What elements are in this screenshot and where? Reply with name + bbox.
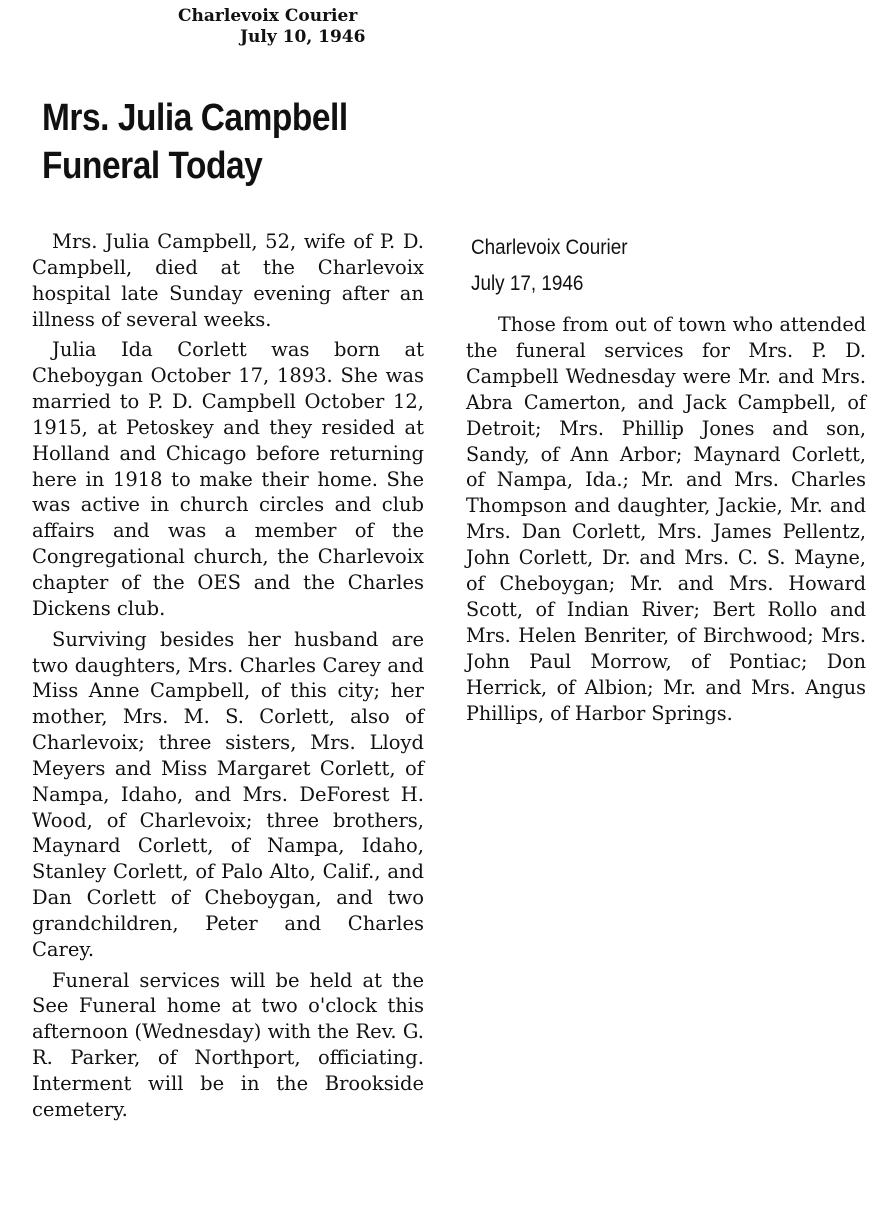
followup-date: July 17, 1946 bbox=[471, 272, 584, 295]
followup-attendees-paragraph: Those from out of town who attended the funeral services for Mrs. P. D. Campbell Wednesday were Mr. and Mrs. Abra Camerton, and Jack Campbell, of Detroit; Mrs. Phillip Jones and son, Sandy, of Ann Arbor; Maynard Corlett, of Nampa, Ida.; Mr. and Mrs. Charles Thompson and daughter, Jackie, Mr. and Mrs. Dan Corlett, Mrs. James Pellentz, John Corlett, Dr. and Mrs. C. S. Mayne, of Cheboygan; Mr. and Mrs. Howard Scott, of Indian River; Bert Rollo and Mrs. Helen Benriter, of Birchwood; Mrs. John Paul Morrow, of Pontiac; Don Herrick, of Albion; Mr. and Mrs. Angus Phillips, of Harbor Springs. bbox=[466, 313, 866, 725]
masthead-date: July 10, 1946 bbox=[240, 27, 366, 47]
followup-paper-name: Charlevoix Courier bbox=[471, 236, 628, 259]
headline-line-2: Funeral Today bbox=[42, 145, 263, 187]
obituary-paragraph-death: Mrs. Julia Campbell, 52, wife of P. D. Campbell, died at the Charlevoix hospital late Sunday evening after an illness of several weeks. bbox=[32, 230, 424, 331]
followup-masthead bbox=[471, 230, 628, 302]
masthead-paper-name: Charlevoix Courier bbox=[178, 6, 358, 26]
headline bbox=[42, 94, 348, 190]
followup-column bbox=[466, 312, 866, 727]
obituary-column bbox=[32, 229, 424, 1123]
headline-line-1: Mrs. Julia Campbell bbox=[42, 97, 348, 139]
masthead bbox=[178, 6, 365, 48]
obituary-paragraph-services: Funeral services will be held at the See Funeral home at two o'clock this afternoon (Wednesday) with the Rev. G. R. Parker, of Northport, officiating. Interment will be in the Brookside cemetery. bbox=[32, 968, 424, 1121]
obituary-paragraph-biography: Julia Ida Corlett was born at Cheboygan October 17, 1893. She was married to P. D. Campbell October 12, 1915, at Petoskey and they resided at Holland and Chicago before returning here in 1918 to make their home. She was active in church circles and club affairs and was a member of the Congregational church, the Charlevoix chapter of the OES and the Charles Dickens club. bbox=[32, 338, 424, 620]
obituary-paragraph-survivors: Surviving besides her husband are two daughters, Mrs. Charles Carey and Miss Anne Campbell, of this city; her mother, Mrs. M. S. Corlett, also of Charlevoix; three sisters, Mrs. Lloyd Meyers and Miss Margaret Corlett, of Nampa, Idaho, and Mrs. DeForest H. Wood, of Charlevoix; three brothers, Maynard Corlett, of Nampa, Idaho, Stanley Corlett, of Palo Alto, Calif., and Dan Corlett of Cheboygan, and two grandchildren, Peter and Charles Carey. bbox=[32, 627, 424, 961]
